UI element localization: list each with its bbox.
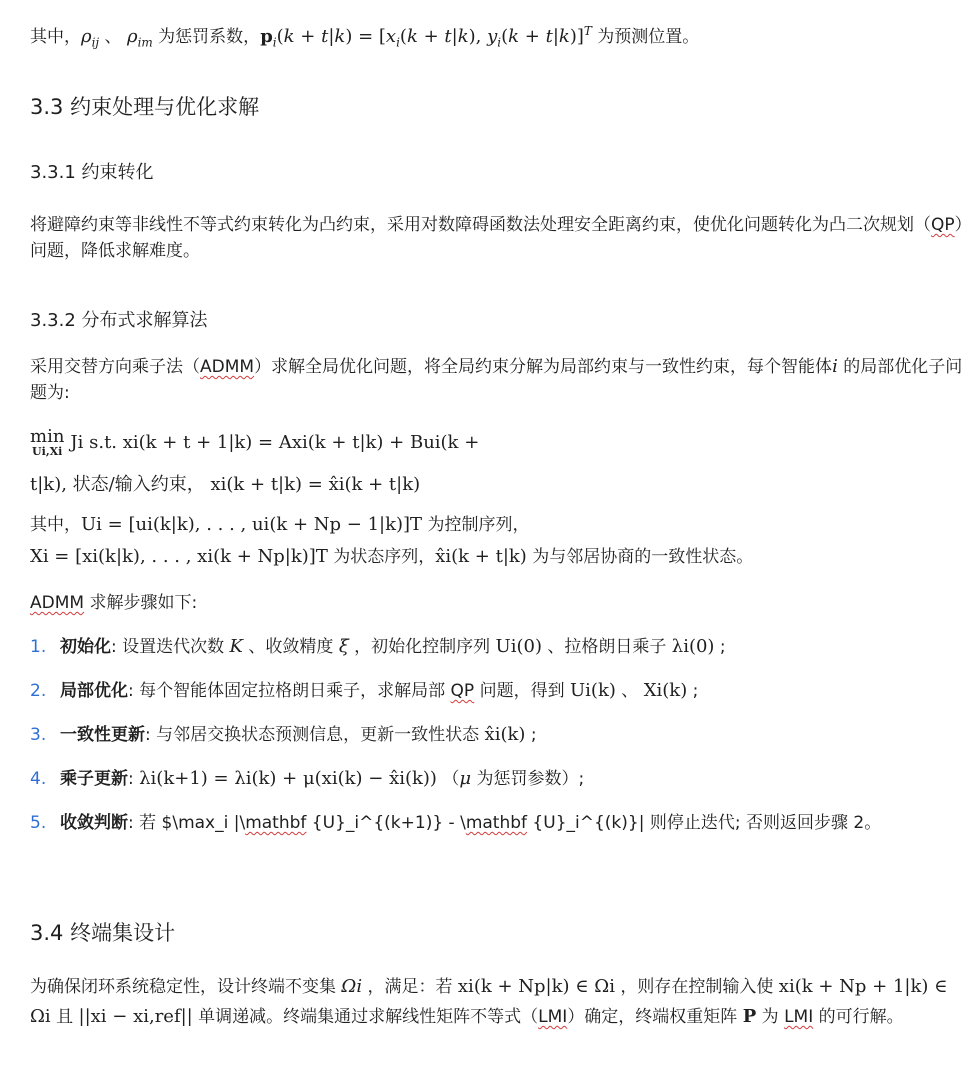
math-xhat-k: x̂i(k) xyxy=(484,724,526,745)
where-text-b: 为控制序列， xyxy=(422,515,530,535)
step-label: 乘子更新 xyxy=(60,769,128,789)
step-text: 问题，得到 xyxy=(474,681,570,701)
step-text: 为惩罚参数）; xyxy=(471,769,585,789)
norm-formula: ||xi − xi,ref|| xyxy=(78,1006,193,1027)
terminal-text: 且 xyxy=(50,1007,79,1027)
section-3-3-1-heading: 3.3.1 约束转化 xyxy=(30,162,154,183)
step-label: 初始化 xyxy=(60,637,111,657)
list-item-text xyxy=(60,722,970,748)
prediction-formula: $p_i(k + t|k) = [x_i(k + t|k)$, $y_i(k + t|k)]^T$ xyxy=(260,24,592,50)
step-label: 一致性更新 xyxy=(60,725,145,745)
equation-line-1-text: Ji s.t. xi(k + t + 1|k) = Axi(k + t|k) + Bui(k + xyxy=(70,432,480,453)
step-text: 、拉格朗日乘子 xyxy=(541,637,672,657)
terminal-text: 为确保闭环系统稳定性，设计终端不变集 xyxy=(30,977,342,997)
list-item-text xyxy=(60,634,970,660)
constraint-paragraph xyxy=(30,212,970,264)
step-text: ; xyxy=(687,681,699,701)
list-item-text xyxy=(60,810,970,836)
math-U0: Ui(0) xyxy=(495,636,542,657)
consensus-state-formula: x̂i(k + t|k) xyxy=(435,546,527,567)
mathbf-term: mathbf xyxy=(245,813,307,833)
list-number: 4. xyxy=(30,769,47,789)
equation-line-1 xyxy=(30,428,970,458)
constraint-text-b: ）问题，降低求解难度。 xyxy=(30,215,964,261)
admm-paragraph xyxy=(30,354,970,406)
math-P: P xyxy=(742,1006,757,1027)
mathbf-term: mathbf xyxy=(465,813,528,833)
where-paragraph-2 xyxy=(30,544,970,570)
list-number: 3. xyxy=(30,725,47,745)
step-text: : 每个智能体固定拉格朗日乘子，求解局部 xyxy=(128,681,451,701)
list-item-text xyxy=(60,766,970,792)
intro-text: 其中， xyxy=(30,27,81,47)
step-text: 、 xyxy=(615,681,644,701)
steps-intro-text: 求解步骤如下: xyxy=(84,593,198,613)
intro-text-3: 为预测位置。 xyxy=(591,27,700,47)
where-paragraph xyxy=(30,512,970,538)
list-number: 5. xyxy=(30,813,47,833)
admm-text-a: 采用交替方向乘子法（ xyxy=(30,357,200,377)
where-text-a: 其中， xyxy=(30,515,81,535)
math-K: K xyxy=(229,636,243,657)
step-text: 、收敛精度 xyxy=(243,637,339,657)
step-label: 局部优化 xyxy=(60,681,128,701)
intro-sep: 、 xyxy=(99,27,127,47)
step-text: : 与邻居交换状态预测信息，更新一致性状态 xyxy=(145,725,485,745)
terminal-condition-formula: xi(k + Np|k) ∈ Ωi xyxy=(457,976,615,997)
rho-im-math: $\rho_{im}$ xyxy=(126,26,153,50)
math-mu: μ xyxy=(459,768,472,789)
agent-index-math: i xyxy=(832,356,838,377)
step-text: ; xyxy=(714,637,726,657)
intro-paragraph xyxy=(30,18,970,56)
step-text: ; xyxy=(525,725,537,745)
multiplier-update-formula: λi(k+1) = λi(k) + μ(xi(k) − x̂i(k)) xyxy=(139,768,437,789)
terminal-text: 单调递减。终端集通过求解线性矩阵不等式（ xyxy=(192,1007,539,1027)
list-number: 1. xyxy=(30,637,47,657)
math-Uk: Ui(k) xyxy=(570,680,616,701)
step-text: : xyxy=(128,769,140,789)
math-xi: ξ xyxy=(338,636,349,657)
section-3-4-heading: 3.4 终端集设计 xyxy=(30,921,176,945)
steps-intro xyxy=(30,590,970,616)
step-text: {U}_i^{(k+1)} - \ xyxy=(306,813,466,833)
step-label: 收敛判断 xyxy=(60,813,128,833)
admm-term-2: ADMM xyxy=(30,593,85,613)
step-text: : 若 $\max_i |\ xyxy=(128,813,246,833)
min-text: min xyxy=(30,426,65,447)
admm-text-b: ）求解全局优化问题，将全局约束分解为局部约束与一致性约束，每个智能体 xyxy=(254,357,833,377)
step-text: ，初始化控制序列 xyxy=(348,637,496,657)
step-text: {U}_i^{(k)}| 则停止迭代; 否则返回步骤 2。 xyxy=(527,813,882,833)
constraint-text-a: 将避障约束等非线性不等式约束转化为凸约束，采用对数障碍函数法处理安全距离约束，使优化问题转化为凸二次规划（ xyxy=(30,215,931,235)
terminal-text: 的可行解。 xyxy=(813,1007,904,1027)
admm-term: ADMM xyxy=(200,357,255,377)
list-item-text xyxy=(60,678,970,704)
terminal-text: ）确定，终端权重矩阵 xyxy=(567,1007,743,1027)
terminal-text: ，满足：若 xyxy=(362,977,458,997)
step-text: （ xyxy=(436,769,460,789)
lmi-term: LMI xyxy=(538,1007,568,1027)
state-sequence-formula: Xi = [xi(k|k), . . . , xi(k + Np|k)]T xyxy=(30,546,328,567)
control-sequence-formula: Ui = [ui(k|k), . . . , ui(k + Np − 1|k)]T xyxy=(81,514,423,535)
qp-term: QP xyxy=(931,215,955,235)
section-3-3-heading: 3.3 约束处理与优化求解 xyxy=(30,95,260,119)
lmi-term-2: LMI xyxy=(784,1007,814,1027)
section-3-3-2-heading: 3.3.2 分布式求解算法 xyxy=(30,310,208,331)
terminal-text: 为 xyxy=(756,1007,785,1027)
rho-ij-math: $\rho_{ij}$ xyxy=(81,26,100,50)
intro-text-2: 为惩罚系数， xyxy=(152,27,261,47)
list-number: 2. xyxy=(30,681,47,701)
equation-line-2: t|k), 状态/输入约束， xi(k + t|k) = x̂i(k + t|k) xyxy=(30,474,421,495)
math-omega: Ωi xyxy=(341,976,363,997)
admm-text-c: 的局部优化子问题为: xyxy=(30,357,963,403)
step-text: : 设置迭代次数 xyxy=(111,637,230,657)
min-operator xyxy=(30,428,64,458)
qp-term: QP xyxy=(450,681,475,701)
terminal-condition-formula-2: xi(k + Np + 1|k) ∈ Ωi xyxy=(30,976,948,1027)
terminal-text: ，则存在控制输入使 xyxy=(614,977,779,997)
where-text-c: 为状态序列， xyxy=(327,547,436,567)
where-text-d: 为与邻居协商的一致性状态。 xyxy=(526,547,754,567)
min-subscript: Ui,Xi xyxy=(32,445,63,458)
math-Xk: Xi(k) xyxy=(643,680,688,701)
terminal-set-paragraph xyxy=(30,972,970,1032)
math-lambda0: λi(0) xyxy=(671,636,715,657)
